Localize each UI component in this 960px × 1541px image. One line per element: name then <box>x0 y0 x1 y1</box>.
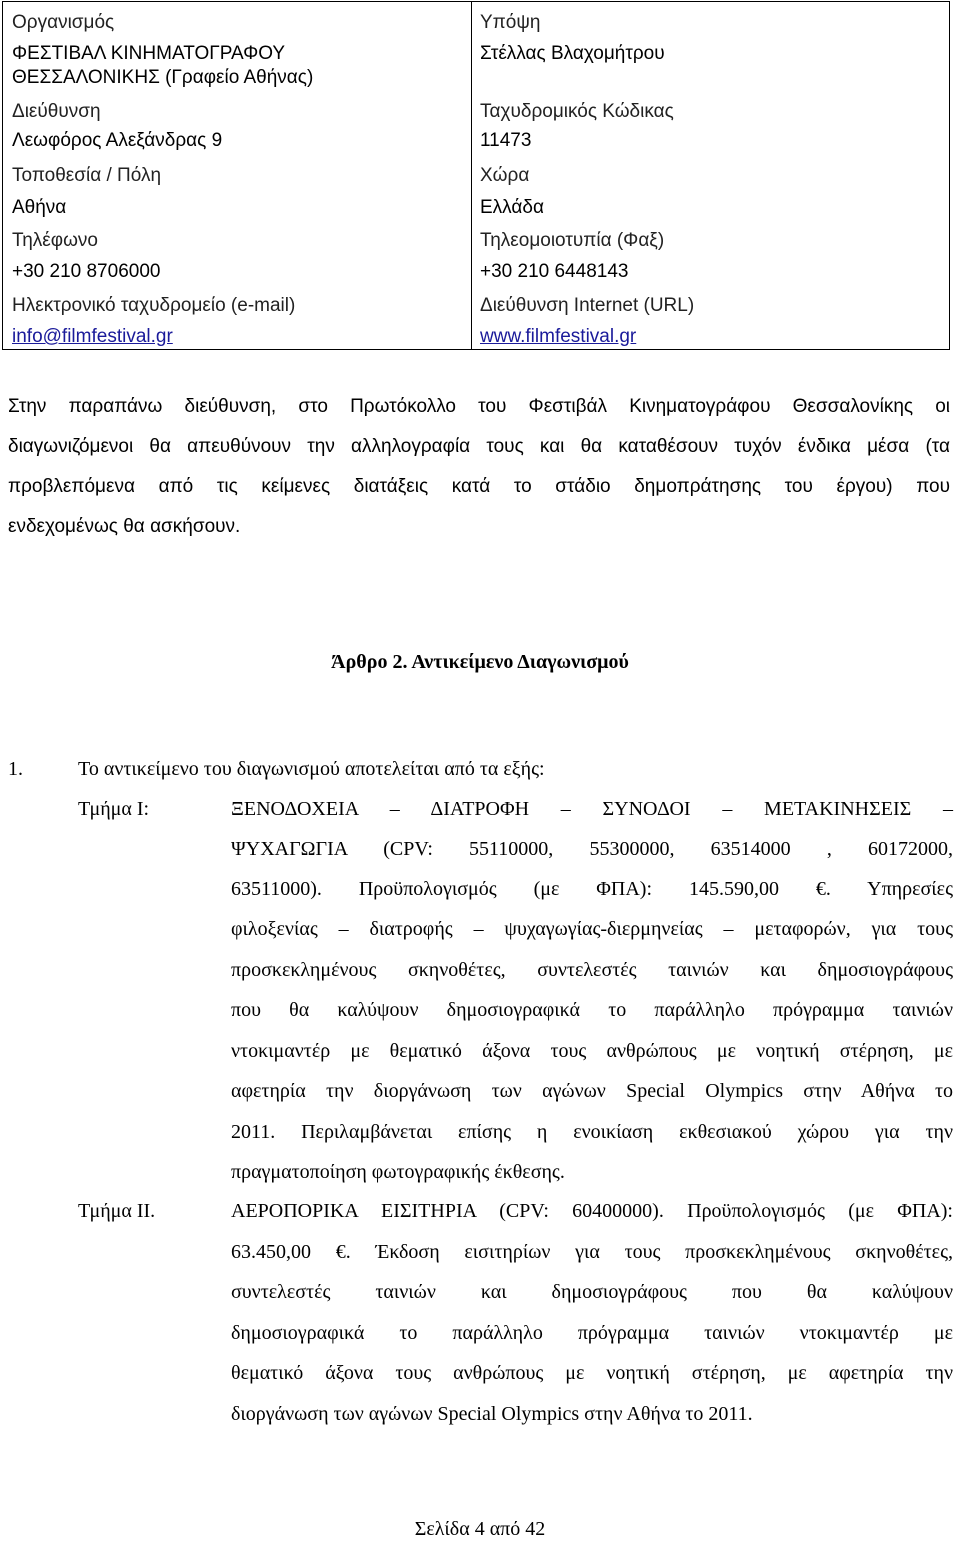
section-2-line: θεματικό άξονα τους ανθρώπους με νοητική στέρηση, με αφετηρία την <box>231 1362 953 1384</box>
item-text: Το αντικείμενο του διαγωνισμού αποτελείται από τα εξής: <box>78 758 545 780</box>
section-1-label: Τμήμα Ι: <box>78 798 150 820</box>
intro-line: διαγωνιζόμενοι θα απευθύνουν την αλληλογραφία τους και θα καταθέσουν τυχόν ένδικα μέσα (τα <box>8 436 950 457</box>
section-1-line: αφετηρία την διοργάνωση των αγώνων Special Olympics στην Αθήνα το <box>231 1080 953 1102</box>
section-2-line: διοργάνωση των αγώνων Special Olympics στην Αθήνα το 2011. <box>231 1403 753 1425</box>
email-label: Ηλεκτρονικό ταχυδρομείο (e-mail) <box>12 295 296 316</box>
attention-value: Στέλλας Βλαχομήτρου <box>480 43 665 64</box>
section-1-line: ντοκιμαντέρ με θεματικό άξονα τους ανθρώπους με νοητική στέρηση, με <box>231 1040 953 1062</box>
intro-line: Στην παραπάνω διεύθυνση, στο Πρωτόκολλο του Φεστιβάλ Κινηματογράφου Θεσσαλονίκης οι <box>8 396 950 417</box>
organization-label: Οργανισμός <box>12 12 115 33</box>
section-2-label: Τμήμα ΙΙ. <box>78 1200 156 1222</box>
section-1-line: προσκεκλημένους σκηνοθέτες, συντελεστές ταινιών και δημοσιογράφους <box>231 959 953 981</box>
article-heading: Άρθρο 2. Αντικείμενο Διαγωνισμού <box>331 651 629 673</box>
country-label: Χώρα <box>480 165 530 186</box>
fax-value: +30 210 6448143 <box>480 261 629 282</box>
section-1-line: που θα καλύψουν δημοσιογραφικά το παράλληλο πρόγραμμα ταινιών <box>231 999 953 1021</box>
phone-label: Τηλέφωνο <box>12 230 98 251</box>
url-label: Διεύθυνση Internet (URL) <box>480 295 695 316</box>
email-link[interactable]: info@filmfestival.gr <box>12 326 173 347</box>
section-1-line: 63511000). Προϋπολογισμός (με ΦΠΑ): 145.590,00 €. Υπηρεσίες <box>231 878 953 900</box>
section-2-line: 63.450,00 €. Έκδοση εισιτηρίων για τους προσκεκλημένους σκηνοθέτες, <box>231 1241 953 1263</box>
section-1-line: ΨΥΧΑΓΩΓΙΑ (CPV: 55110000, 55300000, 63514000 , 60172000, <box>231 838 953 860</box>
fax-label: Τηλεομοιοτυπία (Φαξ) <box>480 230 665 251</box>
url-link[interactable]: www.filmfestival.gr <box>480 326 637 347</box>
city-value: Αθήνα <box>12 197 67 218</box>
postal-code-label: Ταχυδρομικός Κώδικας <box>480 101 674 122</box>
section-1-line: ΞΕΝΟΔΟΧΕΙΑ – ΔΙΑΤΡΟΦΗ – ΣΥΝΟΔΟΙ – ΜΕΤΑΚΙΝΗΣΕΙΣ – <box>231 798 953 820</box>
intro-line: προβλεπόμενα από τις κείμενες διατάξεις κατά το στάδιο δημοπράτησης του έργου) που <box>8 476 950 497</box>
address-label: Διεύθυνση <box>12 101 101 122</box>
item-number: 1. <box>8 758 23 780</box>
page-number-footer: Σελίδα 4 από 42 <box>414 1518 546 1540</box>
section-2-line: συντελεστές ταινιών και δημοσιογράφους που θα καλύψουν <box>231 1281 953 1303</box>
section-1-line: φιλοξενίας – διατροφής – ψυχαγωγίας-διερμηνείας – μεταφορών, για τους <box>231 918 953 940</box>
organization-name-line1: ΦΕΣΤΙΒΑΛ ΚΙΝΗΜΑΤΟΓΡΑΦΟΥ <box>12 43 286 64</box>
phone-value: +30 210 8706000 <box>12 261 161 282</box>
attention-label: Υπόψη <box>480 12 541 33</box>
country-value: Ελλάδα <box>480 197 544 218</box>
intro-line: ενδεχομένως θα ασκήσουν. <box>8 516 241 537</box>
section-1-line: 2011. Περιλαμβάνεται επίσης η ενοικίαση εκθεσιακού χώρου για την <box>231 1121 953 1143</box>
section-2-line: δημοσιογραφικά το παράλληλο πρόγραμμα ταινιών ντοκιμαντέρ με <box>231 1322 953 1344</box>
address-value: Λεωφόρος Αλεξάνδρας 9 <box>12 130 223 151</box>
organization-name-line2: ΘΕΣΣΑΛΟΝΙΚΗΣ (Γραφείο Αθήνας) <box>12 67 314 88</box>
table-divider <box>471 2 472 349</box>
section-1-line: πραγματοποίηση φωτογραφικής έκθεσης. <box>231 1161 565 1183</box>
postal-code-value: 11473 <box>480 130 532 151</box>
section-2-line: ΑΕΡΟΠΟΡΙΚΑ ΕΙΣΙΤΗΡΙΑ (CPV: 60400000). Προϋπολογισμός (με ΦΠΑ): <box>231 1200 953 1222</box>
city-label: Τοποθεσία / Πόλη <box>12 165 162 186</box>
